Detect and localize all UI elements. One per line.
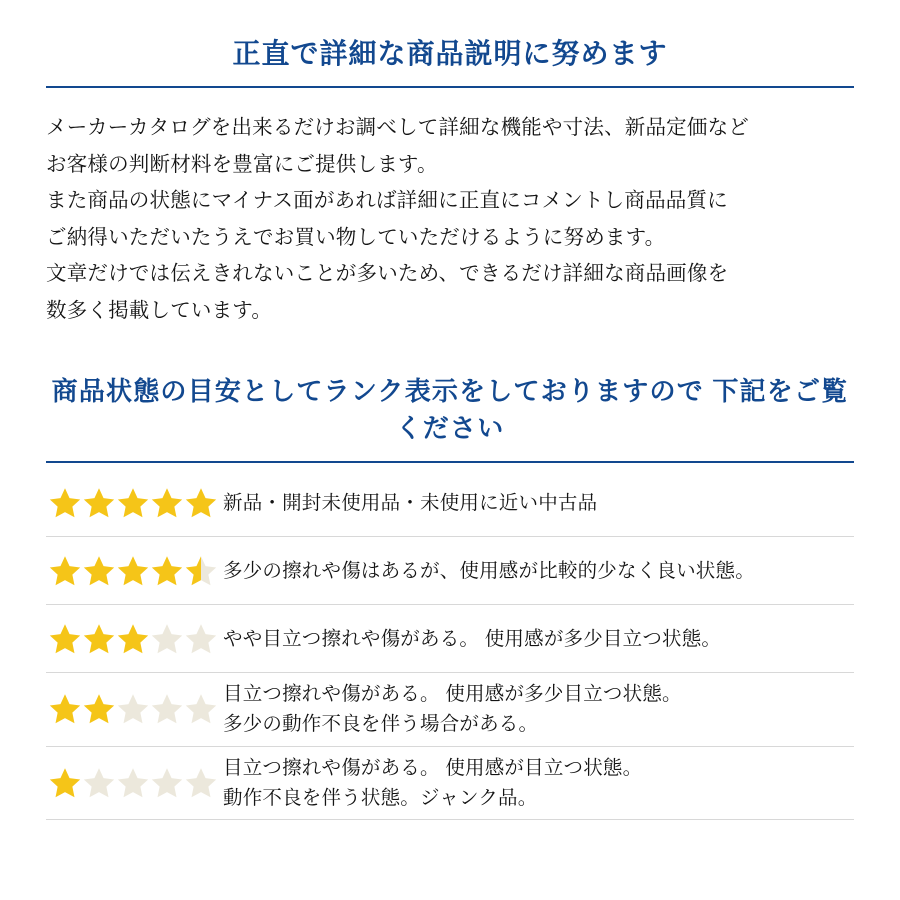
rank-description-line: 動作不良を伴う状態。ジャンク品。 bbox=[223, 786, 538, 809]
star-rating-5 bbox=[46, 486, 223, 520]
star-icon bbox=[116, 554, 150, 588]
star-icon bbox=[48, 554, 82, 588]
star-rating-2 bbox=[46, 692, 223, 726]
rank-description-line: 多少の擦れや傷はあるが、使用感が比較的少なく良い状態。 bbox=[223, 559, 755, 582]
star-icon bbox=[48, 766, 82, 800]
rank-description bbox=[223, 679, 854, 739]
description-line: メーカーカタログを出来るだけお調べして詳細な機能や寸法、新品定価など bbox=[46, 116, 749, 140]
star-icon bbox=[150, 554, 184, 588]
list-item bbox=[46, 605, 854, 673]
star-rating-1 bbox=[46, 766, 223, 800]
star-icon bbox=[82, 486, 116, 520]
star-rating-4-5 bbox=[46, 554, 223, 588]
title-divider bbox=[46, 86, 854, 88]
rank-description bbox=[223, 624, 854, 654]
description-line: 文章だけでは伝えきれないことが多いため、できるだけ詳細な商品画像を bbox=[46, 262, 729, 286]
star-icon bbox=[116, 486, 150, 520]
description-line: 数多く掲載しています。 bbox=[46, 298, 273, 322]
description-line: お客様の判断材料を豊富にご提供します。 bbox=[46, 152, 438, 176]
star-icon bbox=[82, 622, 116, 656]
star-icon bbox=[82, 554, 116, 588]
rank-description bbox=[223, 753, 854, 813]
star-icon bbox=[48, 622, 82, 656]
star-icon bbox=[48, 692, 82, 726]
star-icon bbox=[116, 622, 150, 656]
star-icon bbox=[82, 692, 116, 726]
rank-description bbox=[223, 488, 854, 518]
section-divider bbox=[46, 461, 854, 463]
description-line: ご納得いただいたうえでお買い物していただけるように努めます。 bbox=[46, 225, 666, 249]
section-title-line: 商品状態の目安としてランク表示をしておりますので bbox=[51, 376, 704, 407]
star-icon bbox=[184, 622, 218, 656]
star-icon bbox=[150, 486, 184, 520]
section-title-line: 下記をご覧ください bbox=[395, 376, 849, 444]
star-icon bbox=[184, 486, 218, 520]
rank-description-line: 目立つ擦れや傷がある。 使用感が目立つ状態。 bbox=[223, 756, 643, 779]
list-item bbox=[46, 747, 854, 820]
page-title: 正直で詳細な商品説明に努めます bbox=[232, 38, 668, 69]
star-icon bbox=[116, 692, 150, 726]
rank-description-line: 多少の動作不良を伴う場合がある。 bbox=[223, 713, 539, 736]
rank-list bbox=[46, 469, 854, 820]
star-icon bbox=[116, 766, 150, 800]
description-line: また商品の状態にマイナス面があれば詳細に正直にコメントし商品品質に bbox=[46, 189, 728, 213]
star-icon bbox=[150, 692, 184, 726]
description-block bbox=[46, 110, 854, 329]
star-icon bbox=[150, 766, 184, 800]
star-icon bbox=[150, 622, 184, 656]
star-icon bbox=[184, 766, 218, 800]
star-icon bbox=[48, 486, 82, 520]
list-item bbox=[46, 537, 854, 605]
list-item bbox=[46, 469, 854, 537]
rank-description-line: 新品・開封未使用品・未使用に近い中古品 bbox=[223, 491, 598, 514]
rank-description bbox=[223, 556, 854, 586]
section-title bbox=[46, 373, 854, 447]
rank-description-line: 目立つ擦れや傷がある。 使用感が多少目立つ状態。 bbox=[223, 683, 682, 706]
star-icon bbox=[184, 692, 218, 726]
star-icon bbox=[82, 766, 116, 800]
list-item bbox=[46, 673, 854, 746]
star-rating-3 bbox=[46, 622, 223, 656]
rank-description-line: やや目立つ擦れや傷がある。 使用感が多少目立つ状態。 bbox=[223, 627, 722, 650]
star-icon bbox=[184, 554, 218, 588]
